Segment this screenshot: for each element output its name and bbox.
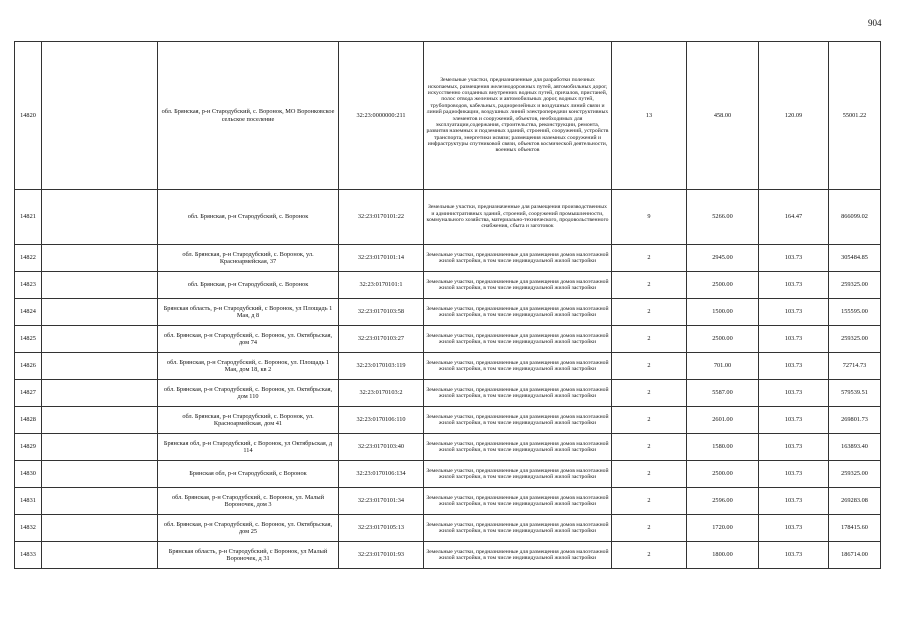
use-code: 2 bbox=[612, 407, 687, 434]
record-number: 14823 bbox=[15, 272, 42, 299]
address: обл. Брянская, р-н Стародубский, с. Воронок, ул. Красноармейская, дом 41 bbox=[158, 407, 339, 434]
record-number: 14828 bbox=[15, 407, 42, 434]
cadastral-value: 305484.85 bbox=[829, 245, 881, 272]
land-use: Земельные участки, предназначенные для размещения домов малоэтажной жилой застройки, в том числе индивидуальной жилой застройки bbox=[424, 353, 612, 380]
table-row bbox=[15, 380, 881, 407]
cadastral-number: 32:23:0170101:93 bbox=[339, 542, 424, 569]
address: обл. Брянская, р-н Стародубский, с. Воронок bbox=[158, 272, 339, 299]
record-number: 14821 bbox=[15, 190, 42, 245]
empty-cell bbox=[42, 190, 158, 245]
cadastral-value: 259325.00 bbox=[829, 272, 881, 299]
record-number: 14825 bbox=[15, 326, 42, 353]
cadastral-number: 32:23:0170101:22 bbox=[339, 190, 424, 245]
land-use: Земельные участки, предназначенные для размещения домов малоэтажной жилой застройки, в том числе индивидуальной жилой застройки bbox=[424, 488, 612, 515]
empty-cell bbox=[42, 245, 158, 272]
record-number: 14831 bbox=[15, 488, 42, 515]
record-number: 14822 bbox=[15, 245, 42, 272]
address: Брянская обл, р-н Стародубский, с Воронок bbox=[158, 461, 339, 488]
table-row bbox=[15, 326, 881, 353]
use-code: 2 bbox=[612, 461, 687, 488]
table-row bbox=[15, 353, 881, 380]
table-row bbox=[15, 299, 881, 326]
land-use: Земельные участки, предназначенные для размещения домов малоэтажной жилой застройки, в том числе индивидуальной жилой застройки bbox=[424, 542, 612, 569]
empty-cell bbox=[42, 42, 158, 190]
address: Брянская область, р-н Стародубский, с Воронок, ул Площадь 1 Мая, д 8 bbox=[158, 299, 339, 326]
land-use: Земельные участки, предназначенные для размещения производственных и административных зданий, строений, сооружений промышленности, коммунального хозяйства, материально-технического, продовольственного снабжения, сбыта и заготовок bbox=[424, 190, 612, 245]
cadastral-number: 32:23:0000000:211 bbox=[339, 42, 424, 190]
cadastral-number: 32:23:0170103:40 bbox=[339, 434, 424, 461]
cadastral-number: 32:23:0170103:119 bbox=[339, 353, 424, 380]
area: 2500.00 bbox=[687, 272, 759, 299]
specific-value: 164.47 bbox=[759, 190, 829, 245]
cadastral-value: 178415.60 bbox=[829, 515, 881, 542]
use-code: 2 bbox=[612, 515, 687, 542]
use-code: 2 bbox=[612, 542, 687, 569]
registry-body bbox=[15, 42, 881, 569]
cadastral-number: 32:23:0170103:58 bbox=[339, 299, 424, 326]
area: 2596.00 bbox=[687, 488, 759, 515]
area: 2945.00 bbox=[687, 245, 759, 272]
address: обл. Брянская, р-н Стародубский, с. Воронок bbox=[158, 190, 339, 245]
specific-value: 103.73 bbox=[759, 461, 829, 488]
specific-value: 103.73 bbox=[759, 488, 829, 515]
cadastral-value: 269283.08 bbox=[829, 488, 881, 515]
cadastral-number: 32:23:0170101:14 bbox=[339, 245, 424, 272]
empty-cell bbox=[42, 515, 158, 542]
cadastral-number: 32:23:0170103:27 bbox=[339, 326, 424, 353]
address: обл. Брянская, р-н Стародубский, с. Воронок, МО Воронковское сельское поселение bbox=[158, 42, 339, 190]
use-code: 2 bbox=[612, 488, 687, 515]
area: 701.00 bbox=[687, 353, 759, 380]
cadastral-value: 259325.00 bbox=[829, 461, 881, 488]
use-code: 2 bbox=[612, 299, 687, 326]
table-row bbox=[15, 461, 881, 488]
table-row bbox=[15, 542, 881, 569]
address: обл. Брянская, р-н Стародубский, с. Воронок, ул. Октябрьская, дом 25 bbox=[158, 515, 339, 542]
empty-cell bbox=[42, 461, 158, 488]
empty-cell bbox=[42, 299, 158, 326]
address: Брянская область, р-н Стародубский, с Воронок, ул Малый Вороночек, д 31 bbox=[158, 542, 339, 569]
table-row bbox=[15, 190, 881, 245]
specific-value: 103.73 bbox=[759, 434, 829, 461]
specific-value: 103.73 bbox=[759, 272, 829, 299]
empty-cell bbox=[42, 272, 158, 299]
use-code: 2 bbox=[612, 353, 687, 380]
table-row bbox=[15, 245, 881, 272]
address: Брянская обл, р-н Стародубский, с Воронок, ул Октябрьская, д 114 bbox=[158, 434, 339, 461]
specific-value: 103.73 bbox=[759, 245, 829, 272]
table-row bbox=[15, 515, 881, 542]
specific-value: 103.73 bbox=[759, 542, 829, 569]
area: 1800.00 bbox=[687, 542, 759, 569]
specific-value: 103.73 bbox=[759, 299, 829, 326]
table-row bbox=[15, 407, 881, 434]
empty-cell bbox=[42, 353, 158, 380]
cadastral-value: 163893.40 bbox=[829, 434, 881, 461]
record-number: 14833 bbox=[15, 542, 42, 569]
cadastral-number: 32:23:0170106:134 bbox=[339, 461, 424, 488]
use-code: 2 bbox=[612, 245, 687, 272]
land-registry-table bbox=[14, 41, 881, 569]
address: обл. Брянская, р-н Стародубский, с. Воронок, ул. Площадь 1 Мая, дом 18, кв 2 bbox=[158, 353, 339, 380]
address: обл. Брянская, р-н Стародубский, с. Воронок, ул. Красноармейская, 37 bbox=[158, 245, 339, 272]
empty-cell bbox=[42, 407, 158, 434]
land-use: Земельные участки, предназначенные для размещения домов малоэтажной жилой застройки, в том числе индивидуальной жилой застройки bbox=[424, 272, 612, 299]
specific-value: 103.73 bbox=[759, 353, 829, 380]
use-code: 2 bbox=[612, 434, 687, 461]
cadastral-value: 259325.00 bbox=[829, 326, 881, 353]
land-use: Земельные участки, предназначенные для размещения домов малоэтажной жилой застройки, в том числе индивидуальной жилой застройки bbox=[424, 245, 612, 272]
table-row bbox=[15, 272, 881, 299]
cadastral-number: 32:23:0170101:34 bbox=[339, 488, 424, 515]
address: обл. Брянская, р-н Стародубский, с. Воронок, ул. Малый Вороночек, дом 3 bbox=[158, 488, 339, 515]
specific-value: 103.73 bbox=[759, 326, 829, 353]
land-use: Земельные участки, предназначенные для размещения домов малоэтажной жилой застройки, в том числе индивидуальной жилой застройки bbox=[424, 407, 612, 434]
specific-value: 103.73 bbox=[759, 515, 829, 542]
empty-cell bbox=[42, 488, 158, 515]
area: 5587.00 bbox=[687, 380, 759, 407]
specific-value: 103.73 bbox=[759, 380, 829, 407]
specific-value: 120.09 bbox=[759, 42, 829, 190]
area: 5266.00 bbox=[687, 190, 759, 245]
page-number: 904 bbox=[868, 18, 882, 28]
use-code: 2 bbox=[612, 272, 687, 299]
area: 458.00 bbox=[687, 42, 759, 190]
cadastral-value: 269801.73 bbox=[829, 407, 881, 434]
empty-cell bbox=[42, 434, 158, 461]
record-number: 14830 bbox=[15, 461, 42, 488]
record-number: 14827 bbox=[15, 380, 42, 407]
use-code: 2 bbox=[612, 326, 687, 353]
cadastral-number: 32:23:0170101:1 bbox=[339, 272, 424, 299]
land-use: Земельные участки, предназначенные для размещения домов малоэтажной жилой застройки, в том числе индивидуальной жилой застройки bbox=[424, 326, 612, 353]
use-code: 9 bbox=[612, 190, 687, 245]
land-use: Земельные участки, предназначенные для размещения домов малоэтажной жилой застройки, в том числе индивидуальной жилой застройки bbox=[424, 434, 612, 461]
table-row bbox=[15, 434, 881, 461]
table-row bbox=[15, 488, 881, 515]
land-use: Земельные участки, предназначенные для разработки полезных ископаемых, размещения железнодорожных путей, автомобильных дорог, искусственно созданных внутренних водных путей, причалов, пристаней, полос отвода железных и автомобильных дорог, водных путей, трубопроводов, кабельных, радиорелейных и воздушных линий связи и линий радиофикации, воздушных линий электропередачи конструктивных элементов и сооружений, объектов, необходимых для эксплуатации,содержания, строительства, реконструкции, ремонта, развития наземных и подземных зданий, строений, сооружений, устройств транспорта, энергетики исвязи; размещения наземных сооружений и инфраструктуры спутниковой связи, объектов космической деятельности, военных объектов bbox=[424, 42, 612, 190]
table-row bbox=[15, 42, 881, 190]
record-number: 14832 bbox=[15, 515, 42, 542]
specific-value: 103.73 bbox=[759, 407, 829, 434]
area: 2500.00 bbox=[687, 326, 759, 353]
cadastral-value: 866099.02 bbox=[829, 190, 881, 245]
record-number: 14820 bbox=[15, 42, 42, 190]
empty-cell bbox=[42, 326, 158, 353]
land-use: Земельные участки, предназначенные для размещения домов малоэтажной жилой застройки, в том числе индивидуальной жилой застройки bbox=[424, 299, 612, 326]
cadastral-value: 186714.00 bbox=[829, 542, 881, 569]
empty-cell bbox=[42, 542, 158, 569]
area: 2500.00 bbox=[687, 461, 759, 488]
use-code: 13 bbox=[612, 42, 687, 190]
cadastral-value: 579539.51 bbox=[829, 380, 881, 407]
land-use: Земельные участки, предназначенные для размещения домов малоэтажной жилой застройки, в том числе индивидуальной жилой застройки bbox=[424, 380, 612, 407]
record-number: 14824 bbox=[15, 299, 42, 326]
area: 1500.00 bbox=[687, 299, 759, 326]
cadastral-number: 32:23:0170103:2 bbox=[339, 380, 424, 407]
land-use: Земельные участки, предназначенные для размещения домов малоэтажной жилой застройки, в том числе индивидуальной жилой застройки bbox=[424, 461, 612, 488]
empty-cell bbox=[42, 380, 158, 407]
record-number: 14829 bbox=[15, 434, 42, 461]
area: 1720.00 bbox=[687, 515, 759, 542]
address: обл. Брянская, р-н Стародубский, с. Воронок, ул. Октябрьская, дом 110 bbox=[158, 380, 339, 407]
record-number: 14826 bbox=[15, 353, 42, 380]
cadastral-value: 55001.22 bbox=[829, 42, 881, 190]
address: обл. Брянская, р-н Стародубский, с. Воронок, ул. Октябрьская, дом 74 bbox=[158, 326, 339, 353]
cadastral-number: 32:23:0170106:110 bbox=[339, 407, 424, 434]
land-use: Земельные участки, предназначенные для размещения домов малоэтажной жилой застройки, в том числе индивидуальной жилой застройки bbox=[424, 515, 612, 542]
cadastral-number: 32:23:0170105:13 bbox=[339, 515, 424, 542]
area: 2601.00 bbox=[687, 407, 759, 434]
use-code: 2 bbox=[612, 380, 687, 407]
cadastral-value: 155595.00 bbox=[829, 299, 881, 326]
area: 1580.00 bbox=[687, 434, 759, 461]
cadastral-value: 72714.73 bbox=[829, 353, 881, 380]
